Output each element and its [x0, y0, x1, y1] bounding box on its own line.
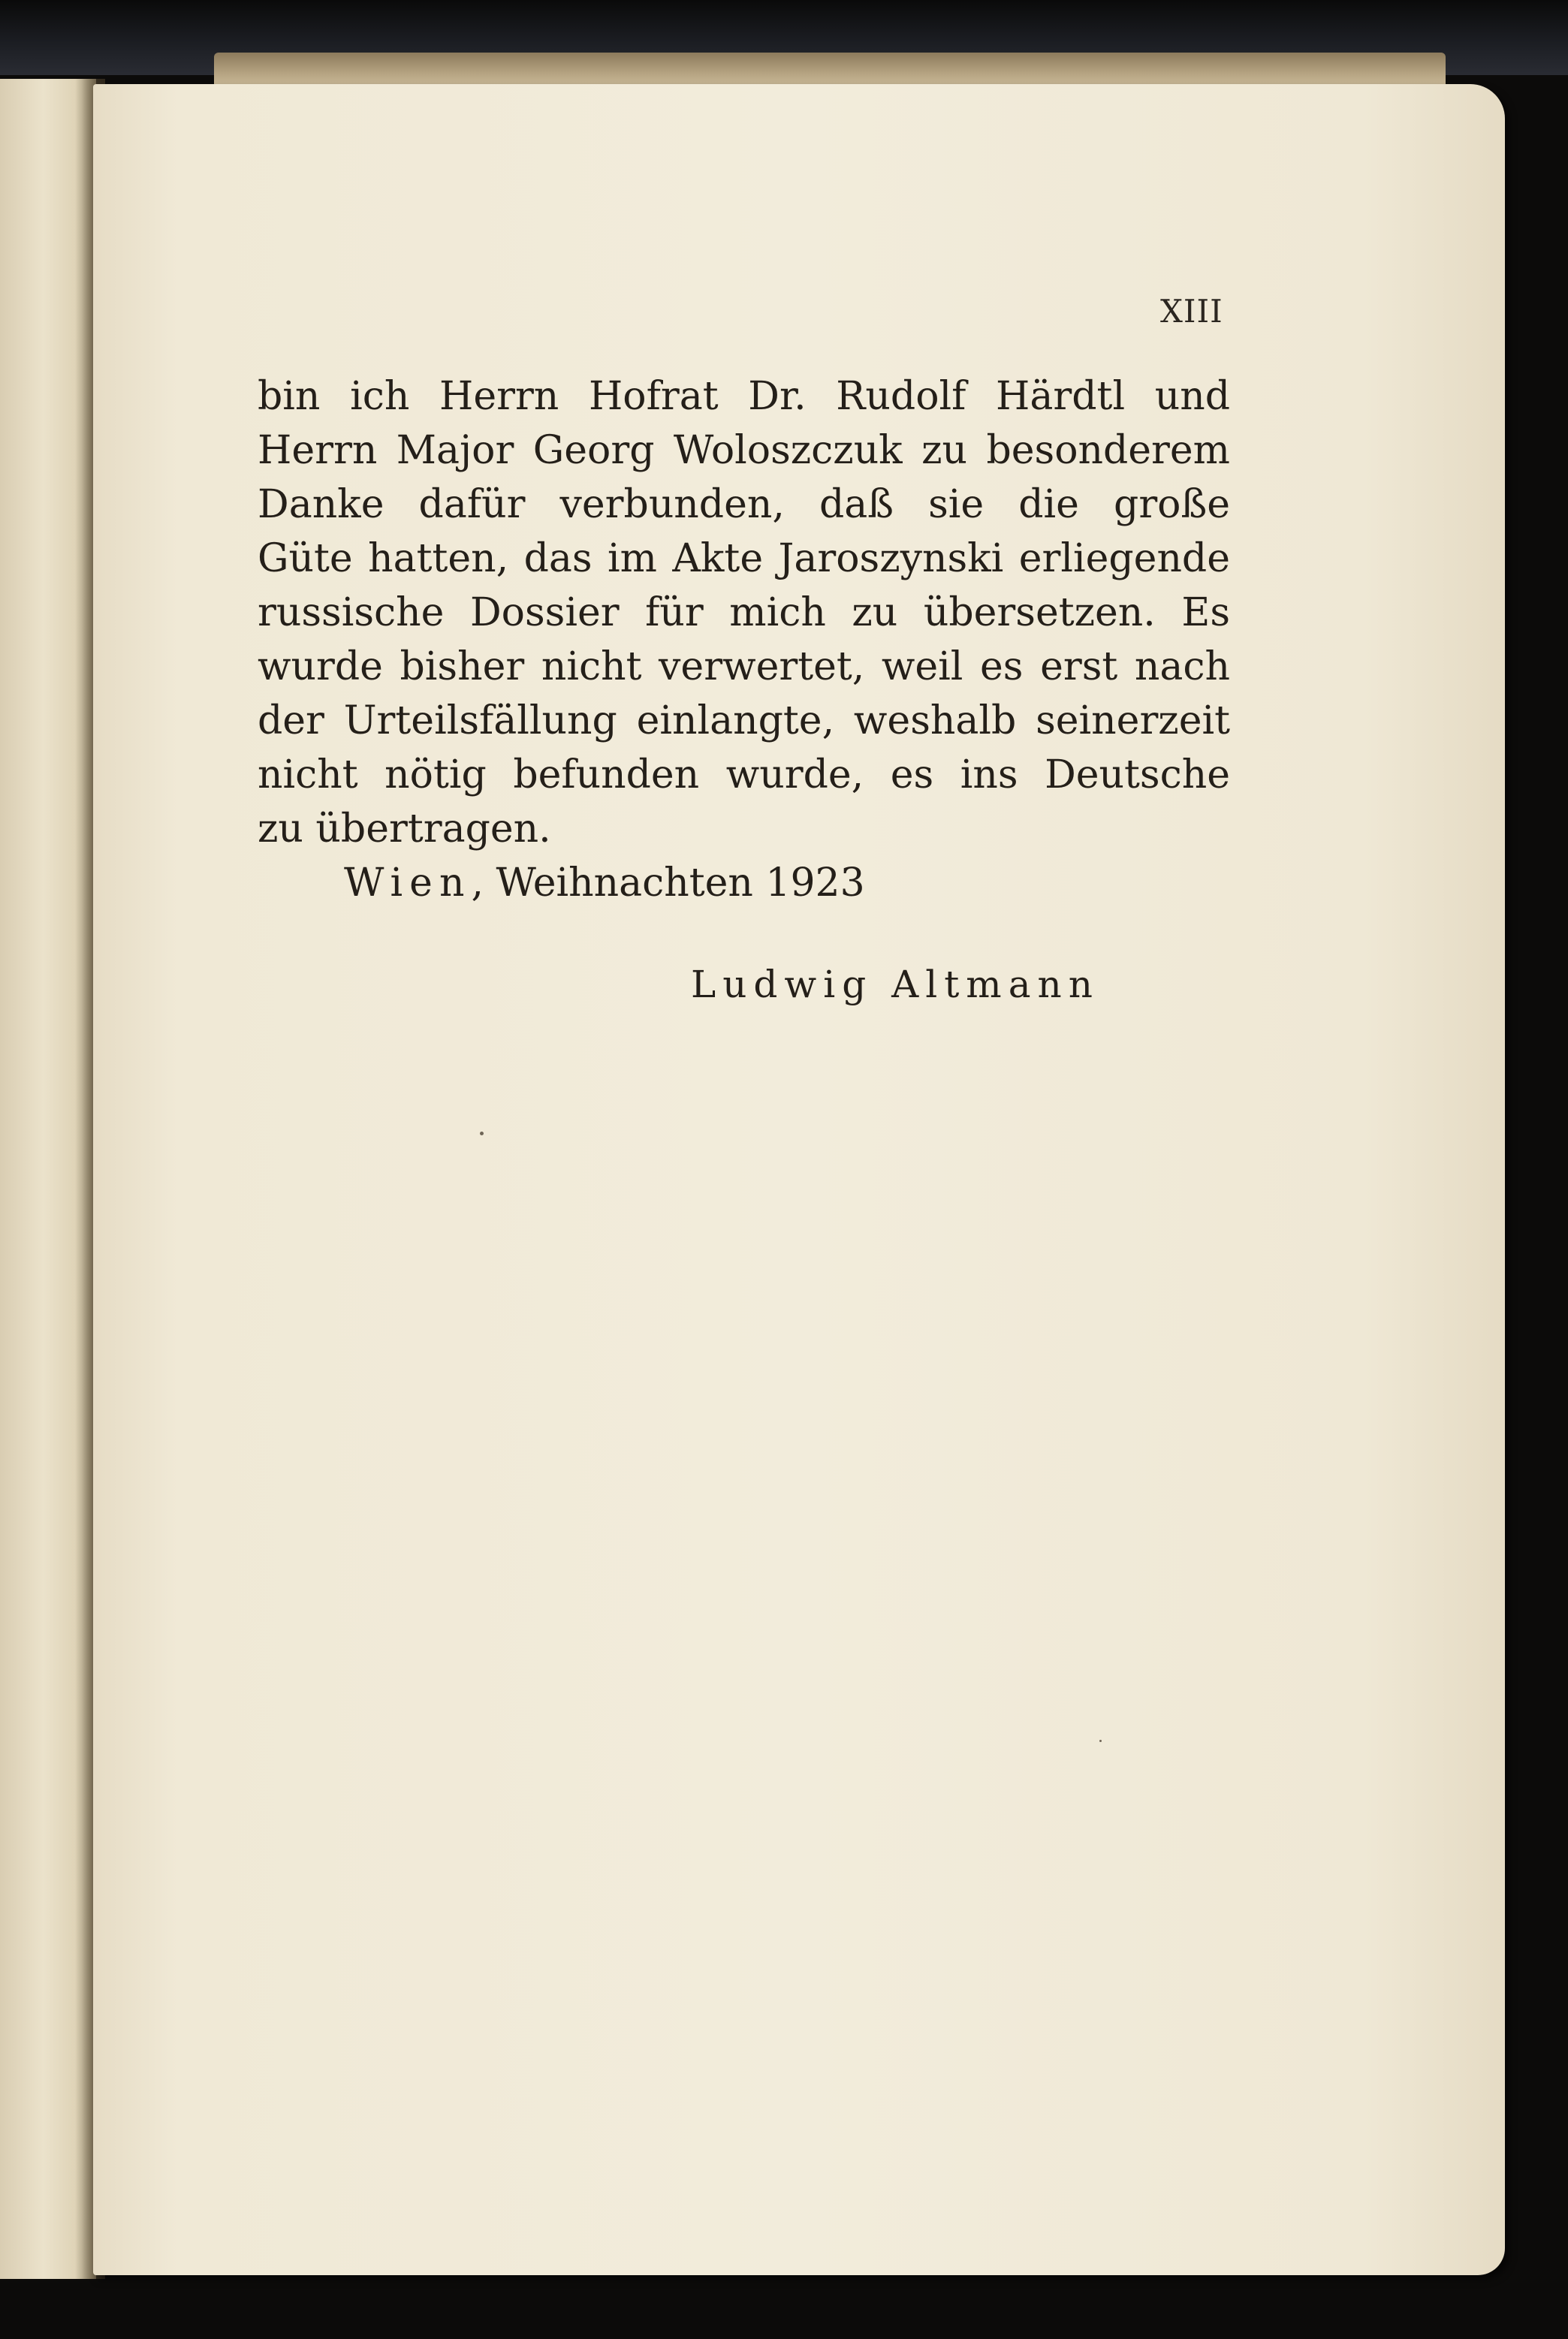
- text-line: nicht nötig befunden wurde, es ins Deutsche: [258, 752, 1230, 797]
- text-line: Herrn Major Georg Woloszczuk zu besonderem: [258, 428, 1230, 473]
- dateline-place: Wien: [344, 861, 472, 906]
- body-paragraph: [258, 369, 1230, 856]
- paper-speck: [1099, 1740, 1102, 1742]
- dateline: [344, 856, 865, 910]
- text-line: bin ich Herrn Hofrat Dr. Rudolf Härdtl und: [258, 374, 1230, 419]
- paper-speck: [480, 1132, 484, 1135]
- text-line: russische Dossier für mich zu übersetzen. Es: [258, 590, 1230, 635]
- author-signature: Ludwig Altmann: [691, 963, 1099, 1006]
- text-line: zu übertragen.: [258, 806, 551, 852]
- dateline-date: , Weihnachten 1923: [471, 861, 865, 906]
- endpaper-top-edge: [214, 53, 1446, 89]
- text-line: wurde bisher nicht verwertet, weil es erst nach: [258, 644, 1230, 689]
- text-line: der Urteilsfällung einlangte, weshalb seinerzeit: [258, 698, 1230, 743]
- page-number: XIII: [1160, 293, 1223, 330]
- text-line: Danke dafür verbunden, daß sie die große: [258, 482, 1230, 527]
- text-line: Güte hatten, das im Akte Jaroszynski erliegende: [258, 536, 1230, 581]
